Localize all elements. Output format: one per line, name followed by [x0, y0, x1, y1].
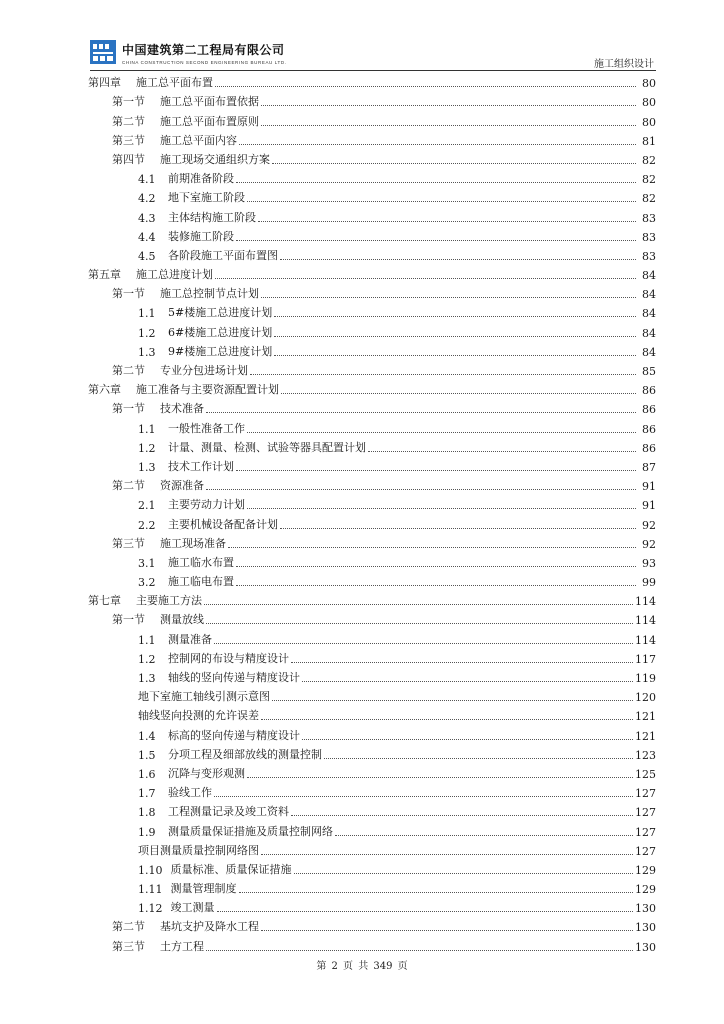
toc-entry-number: 第二节 — [112, 920, 145, 934]
toc-entry-title: 施工总平面布置依据 — [160, 95, 259, 109]
toc-leader-dots — [204, 603, 633, 605]
toc-entry[interactable] — [88, 244, 656, 263]
toc-entry-title: 轴线竖向投测的允许误差 — [138, 709, 259, 723]
table-of-contents — [88, 71, 656, 954]
toc-entry-number: 1.1 — [138, 307, 156, 321]
toc-entry-number: 第一节 — [112, 613, 145, 627]
toc-entry-title: 9#楼施工总进度计划 — [168, 344, 273, 358]
toc-entry-page: 81 — [642, 134, 656, 148]
toc-entry-title: 验线工作 — [168, 786, 212, 800]
toc-entry-title: 测量质量保证措施及质量控制网络 — [168, 824, 333, 838]
toc-entry[interactable] — [88, 627, 656, 646]
toc-entry-number: 第五章 — [88, 268, 121, 282]
toc-entry-page: 93 — [642, 556, 656, 570]
toc-entry-title: 施工总平面布置原则 — [160, 114, 259, 128]
toc-entry-number: 1.2 — [138, 441, 156, 455]
toc-entry-number: 4.5 — [138, 249, 156, 263]
toc-entry-page: 130 — [635, 921, 656, 935]
toc-entry-page: 92 — [642, 518, 656, 532]
toc-entry-number: 1.8 — [138, 806, 156, 820]
toc-entry[interactable] — [88, 819, 656, 838]
toc-entry-title: 前期准备阶段 — [168, 172, 234, 186]
toc-leader-dots — [281, 392, 636, 394]
toc-entry[interactable] — [88, 762, 656, 781]
toc-entry-title: 一般性准备工作 — [168, 421, 245, 435]
toc-entry-page: 127 — [635, 787, 656, 801]
toc-entry-title: 资源准备 — [160, 479, 204, 493]
toc-entry[interactable] — [88, 301, 656, 320]
toc-entry-page: 84 — [642, 345, 656, 359]
toc-entry-page: 83 — [642, 230, 656, 244]
company-name-en: CHINA CONSTRUCTION SECOND ENGINEERING BUREAU LTD. — [122, 60, 287, 65]
toc-entry-title: 施工总控制节点计划 — [160, 287, 259, 301]
toc-entry-page: 80 — [642, 115, 656, 129]
toc-entry-title: 施工临水布置 — [168, 555, 234, 569]
toc-leader-dots — [239, 143, 636, 145]
toc-leader-dots — [214, 642, 633, 644]
toc-entry-page: 92 — [642, 537, 656, 551]
toc-leader-dots — [247, 776, 633, 778]
toc-entry-title: 测量准备 — [168, 632, 212, 646]
toc-entry-page: 123 — [635, 748, 656, 762]
toc-leader-dots — [272, 699, 633, 701]
toc-leader-dots — [261, 853, 633, 855]
toc-entry[interactable] — [88, 551, 656, 570]
toc-entry[interactable] — [88, 647, 656, 666]
toc-leader-dots — [280, 258, 636, 260]
toc-entry[interactable] — [88, 129, 656, 148]
toc-entry[interactable] — [88, 532, 656, 551]
toc-entry-number: 1.3 — [138, 345, 156, 359]
toc-entry-page: 121 — [635, 710, 656, 724]
toc-entry-number: 1.3 — [138, 672, 156, 685]
toc-entry-title: 施工总进度计划 — [136, 268, 213, 282]
toc-leader-dots — [247, 431, 636, 433]
toc-entry-page: 86 — [642, 441, 656, 455]
toc-leader-dots — [294, 872, 634, 874]
toc-entry-number: 1.4 — [138, 729, 156, 743]
toc-entry[interactable] — [88, 915, 656, 934]
toc-entry[interactable] — [88, 704, 656, 723]
toc-leader-dots — [261, 718, 633, 720]
toc-entry[interactable] — [88, 839, 656, 858]
toc-entry-number: 1.6 — [138, 767, 156, 781]
toc-entry-page: 120 — [635, 691, 656, 705]
toc-entry-title: 施工临电布置 — [168, 575, 234, 589]
document-type: 施工组织设计 — [594, 59, 654, 70]
toc-entry-number: 第二节 — [112, 114, 145, 128]
toc-leader-dots — [274, 315, 636, 317]
toc-entry[interactable] — [88, 340, 656, 359]
toc-entry-number: 4.1 — [138, 173, 156, 187]
toc-entry-title: 测量管理制度 — [170, 882, 237, 896]
toc-entry[interactable] — [88, 723, 656, 742]
toc-entry-title: 主要机械设备配备计划 — [168, 517, 278, 531]
toc-entry-number: 第一节 — [112, 287, 145, 301]
toc-entry-title: 主要施工方法 — [136, 594, 202, 608]
toc-leader-dots — [206, 622, 633, 624]
toc-entry-title: 技术工作计划 — [168, 459, 234, 473]
toc-entry-page: 119 — [635, 672, 656, 685]
toc-entry-page: 80 — [642, 77, 656, 91]
toc-entry-number: 第一节 — [112, 402, 145, 416]
toc-entry-number: 第六章 — [88, 383, 121, 397]
toc-entry[interactable] — [88, 589, 656, 608]
toc-entry-number: 2.1 — [138, 499, 156, 513]
toc-leader-dots — [250, 373, 636, 375]
toc-entry[interactable] — [88, 896, 656, 915]
toc-entry-page: 83 — [642, 211, 656, 225]
toc-entry-title: 分项工程及细部放线的测量控制 — [168, 747, 322, 761]
toc-entry[interactable] — [88, 455, 656, 474]
toc-entry[interactable] — [88, 359, 656, 378]
toc-entry-number: 第三节 — [112, 939, 145, 953]
toc-leader-dots — [215, 277, 636, 279]
toc-entry[interactable] — [88, 90, 656, 109]
toc-entry-title: 施工现场交通组织方案 — [160, 152, 270, 166]
toc-entry-page: 114 — [635, 595, 656, 609]
toc-entry-number: 4.2 — [138, 192, 156, 206]
toc-entry-page: 91 — [642, 480, 656, 494]
toc-leader-dots — [261, 296, 636, 298]
toc-entry-page: 80 — [642, 96, 656, 110]
toc-entry-number: 第一节 — [112, 95, 145, 109]
toc-entry-number: 3.1 — [138, 556, 156, 570]
toc-entry[interactable] — [88, 877, 656, 896]
toc-entry-page: 114 — [635, 633, 656, 647]
toc-leader-dots — [239, 891, 634, 893]
toc-entry[interactable] — [88, 608, 656, 627]
toc-leader-dots — [215, 85, 636, 87]
toc-entry-title: 各阶段施工平面布置图 — [168, 248, 278, 262]
toc-entry-page: 121 — [635, 729, 656, 743]
toc-leader-dots — [206, 949, 633, 951]
toc-entry-page: 83 — [642, 249, 656, 263]
toc-entry-title: 工程测量记录及竣工资料 — [168, 805, 289, 819]
toc-leader-dots — [258, 220, 636, 222]
toc-entry-number: 1.3 — [138, 460, 156, 474]
toc-leader-dots — [272, 162, 636, 164]
toc-leader-dots — [335, 834, 633, 836]
toc-entry[interactable] — [88, 570, 656, 589]
toc-leader-dots — [291, 661, 633, 663]
toc-entry-page: 82 — [642, 192, 656, 206]
toc-entry-title: 标高的竖向传递与精度设计 — [168, 728, 300, 742]
toc-entry[interactable] — [88, 167, 656, 186]
toc-entry-number: 第二节 — [112, 479, 145, 493]
toc-entry-number: 1.11 — [138, 883, 163, 897]
toc-entry[interactable] — [88, 493, 656, 512]
toc-entry-page: 82 — [642, 153, 656, 167]
page-header — [90, 38, 656, 71]
toc-leader-dots — [280, 527, 636, 529]
toc-leader-dots — [291, 814, 633, 816]
toc-leader-dots — [228, 546, 636, 548]
toc-entry-page: 127 — [635, 825, 656, 839]
toc-entry-title: 施工准备与主要资源配置计划 — [136, 383, 279, 397]
toc-entry-number: 第三节 — [112, 133, 145, 147]
company-name-block — [122, 41, 287, 65]
toc-entry[interactable] — [88, 685, 656, 704]
toc-entry-page: 130 — [635, 940, 656, 954]
toc-entry[interactable] — [88, 416, 656, 435]
toc-entry-page: 84 — [642, 326, 656, 340]
toc-leader-dots — [236, 181, 636, 183]
toc-entry-page: 117 — [635, 652, 656, 666]
toc-entry-title: 基坑支护及降水工程 — [160, 920, 259, 934]
toc-entry-page: 84 — [642, 307, 656, 321]
toc-entry-number: 1.1 — [138, 422, 156, 436]
toc-entry-number: 1.5 — [138, 748, 156, 762]
toc-entry-page: 86 — [642, 403, 656, 417]
toc-leader-dots — [247, 507, 636, 509]
toc-entry-number: 1.2 — [138, 326, 156, 340]
toc-entry-title: 竣工测量 — [170, 901, 215, 915]
toc-entry-title: 主要劳动力计划 — [168, 498, 245, 512]
toc-entry-number: 2.2 — [138, 518, 156, 532]
toc-entry-number: 第七章 — [88, 594, 121, 608]
toc-entry-title: 计量、测量、检测、试验等器具配置计划 — [168, 440, 366, 454]
toc-entry-number: 1.2 — [138, 652, 156, 666]
toc-leader-dots — [274, 354, 636, 356]
toc-entry[interactable] — [88, 71, 656, 90]
toc-entry-page: 129 — [635, 883, 656, 897]
toc-entry-number: 第四节 — [112, 152, 145, 166]
toc-entry-page: 125 — [635, 767, 656, 781]
toc-entry-page: 84 — [642, 269, 656, 283]
toc-entry-number: 1.1 — [138, 633, 156, 647]
toc-entry-number: 第三节 — [112, 536, 145, 550]
toc-entry-title: 地下室施工阶段 — [168, 191, 245, 205]
toc-entry[interactable] — [88, 858, 656, 877]
toc-entry-title: 项目测量质量控制网络图 — [138, 843, 259, 857]
toc-leader-dots — [247, 200, 636, 202]
toc-entry[interactable] — [88, 282, 656, 301]
toc-entry-title: 专业分包进场计划 — [160, 364, 248, 377]
toc-entry-title: 轴线的竖向传递与精度设计 — [168, 671, 300, 684]
toc-leader-dots — [236, 469, 636, 471]
toc-leader-dots — [236, 239, 636, 241]
toc-entry[interactable] — [88, 378, 656, 397]
toc-entry-title: 地下室施工轴线引测示意图 — [138, 690, 270, 704]
company-logo — [90, 40, 116, 64]
toc-leader-dots — [236, 584, 636, 586]
toc-entry-page: 127 — [635, 844, 656, 858]
toc-entry-page: 85 — [642, 365, 656, 378]
toc-entry-title: 装修施工阶段 — [168, 229, 234, 243]
toc-entry-number: 3.2 — [138, 576, 156, 590]
toc-leader-dots — [206, 411, 636, 413]
toc-leader-dots — [206, 488, 636, 490]
toc-entry-page: 84 — [642, 288, 656, 302]
toc-entry-number: 第四章 — [88, 76, 121, 90]
toc-leader-dots — [302, 738, 633, 740]
toc-leader-dots — [261, 929, 633, 931]
toc-entry[interactable] — [88, 666, 656, 685]
toc-entry-page: 99 — [642, 576, 656, 590]
toc-entry-number: 4.3 — [138, 211, 156, 225]
toc-entry-page: 86 — [642, 384, 656, 398]
company-name-cn: 中国建筑第二工程局有限公司 — [122, 43, 285, 57]
toc-entry-page: 86 — [642, 422, 656, 436]
toc-entry-title: 施工总平面布置 — [136, 76, 213, 90]
toc-entry-page: 91 — [642, 499, 656, 513]
toc-entry-number: 第二节 — [112, 364, 145, 377]
toc-entry-title: 主体结构施工阶段 — [168, 210, 256, 224]
toc-entry[interactable] — [88, 225, 656, 244]
toc-entry[interactable] — [88, 800, 656, 819]
toc-entry[interactable] — [88, 109, 656, 128]
toc-entry-title: 沉降与变形观测 — [168, 766, 245, 780]
toc-entry-page: 82 — [642, 173, 656, 187]
toc-entry-number: 4.4 — [138, 230, 156, 244]
toc-entry[interactable] — [88, 148, 656, 167]
toc-entry-number: 1.9 — [138, 825, 156, 839]
toc-entry-number: 1.7 — [138, 787, 156, 801]
toc-entry-page: 87 — [642, 460, 656, 474]
toc-entry-title: 施工现场准备 — [160, 536, 226, 550]
toc-leader-dots — [261, 124, 636, 126]
toc-entry-title: 6#楼施工总进度计划 — [168, 325, 273, 339]
toc-entry[interactable] — [88, 320, 656, 339]
toc-entry[interactable] — [88, 263, 656, 282]
toc-entry[interactable] — [88, 934, 656, 953]
toc-entry-title: 施工总平面内容 — [160, 133, 237, 147]
toc-entry-title: 技术准备 — [160, 402, 204, 416]
toc-entry[interactable] — [88, 743, 656, 762]
toc-leader-dots — [214, 795, 633, 797]
toc-leader-dots — [274, 335, 636, 337]
toc-entry-number: 1.12 — [138, 902, 163, 916]
toc-entry-title: 质量标准、质量保证措施 — [170, 862, 292, 876]
toc-entry[interactable] — [88, 474, 656, 493]
toc-entry[interactable] — [88, 205, 656, 224]
toc-leader-dots — [261, 104, 636, 106]
toc-entry-title: 测量放线 — [160, 613, 204, 627]
toc-leader-dots — [302, 680, 633, 682]
toc-entry-number: 1.10 — [138, 863, 163, 877]
toc-entry-page: 114 — [635, 614, 656, 628]
toc-entry[interactable] — [88, 512, 656, 531]
toc-entry[interactable] — [88, 397, 656, 416]
toc-entry-page: 127 — [635, 806, 656, 820]
toc-entry-title: 5#楼施工总进度计划 — [168, 306, 273, 320]
toc-entry[interactable] — [88, 186, 656, 205]
toc-leader-dots — [217, 910, 634, 912]
page-footer: 第 2 页 共 349 页 — [316, 961, 408, 972]
toc-entry[interactable] — [88, 436, 656, 455]
toc-entry-title: 土方工程 — [160, 939, 204, 953]
toc-entry-title: 控制网的布设与精度设计 — [168, 651, 289, 665]
toc-leader-dots — [236, 565, 636, 567]
toc-entry-page: 129 — [635, 863, 656, 877]
toc-entry[interactable] — [88, 781, 656, 800]
toc-entry-page: 130 — [635, 902, 656, 916]
toc-leader-dots — [368, 450, 636, 452]
toc-leader-dots — [324, 757, 633, 759]
